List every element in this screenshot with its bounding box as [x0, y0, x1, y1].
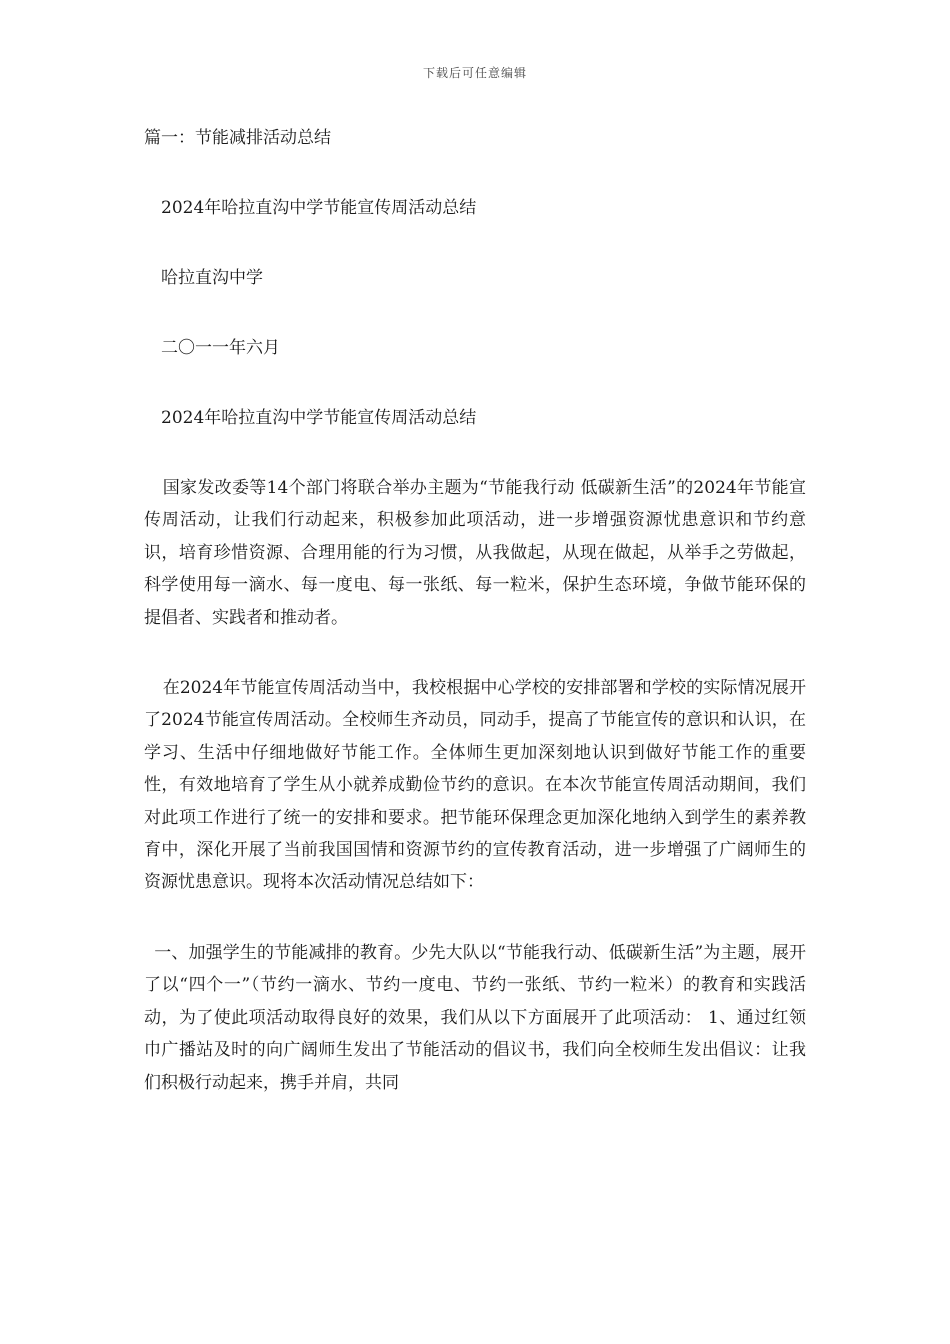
- school-name: 哈拉直沟中学: [161, 268, 263, 288]
- header-note: 下载后可任意编辑: [422, 66, 527, 80]
- document-title: 2024年哈拉直沟中学节能宣传周活动总结: [161, 198, 477, 218]
- paragraph-2: 在2024年节能宣传周活动当中，我校根据中心学校的安排部署和学校的实际情况展开了2024节能宣传周活动。全校师生齐动员，同动手，提高了节能宣传的意识和认识，在学习、生活中仔细地做好节能工作。全体师生更加深刻地认识到做好节能工作的重要性，有效地培育了学生从小就养成勤俭节约的意识。在本次节能宣传周活动期间，我们对此项工作进行了统一的安排和要求。把节能环保理念更加深化地纳入到学生的素养教育中，深化开展了当前我国国情和资源节约的宣传教育活动，进一步增强了广阔师生的资源忧患意识。现将本次活动情况总结如下：: [144, 678, 806, 893]
- document-title-repeat: 2024年哈拉直沟中学节能宣传周活动总结: [161, 408, 477, 428]
- document-date: 二〇一一年六月: [161, 338, 280, 358]
- section-title: 篇一：节能减排活动总结: [144, 128, 331, 148]
- paragraph-3: 一、加强学生的节能减排的教育。少先大队以“节能我行动、低碳新生活”为主题，展开了以“四个一”（节约一滴水、节约一度电、节约一张纸、节约一粒米）的教育和实践活动，为了使此项活动取得良好的效果，我们从以下方面展开了此项活动： 1、通过红领巾广播站及时的向广阔师生发出了节能活动的倡议书，我们向全校师生发出倡议：让我们积极行动起来，携手并肩，共同: [144, 942, 806, 1093]
- paragraph-1: 国家发改委等14个部门将联合举办主题为“节能我行动 低碳新生活”的2024年节能宣传周活动，让我们行动起来，积极参加此项活动，进一步增强资源忧患意识和节约意识，培育珍惜资源、合理用能的行为习惯，从我做起，从现在做起，从举手之劳做起，科学使用每一滴水、每一度电、每一张纸、每一粒米，保护生态环境，争做节能环保的提倡者、实践者和推动者。: [144, 478, 806, 628]
- document-body: [144, 122, 806, 1137]
